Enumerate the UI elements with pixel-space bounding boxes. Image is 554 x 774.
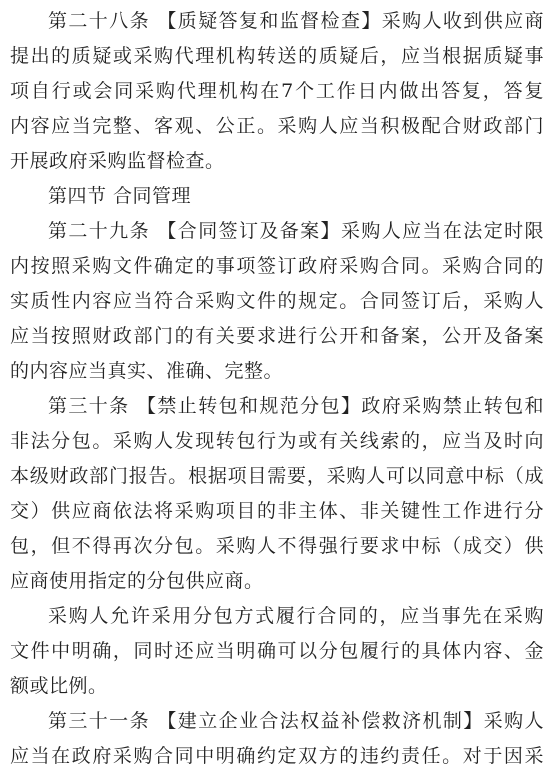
subcontract-paragraph-line-2: 文件中明确，同时还应当明确可以分包履行的具体内容、金 bbox=[10, 640, 544, 662]
article-30-line-4: 交）供应商依法将采购项目的非主体、非关键性工作进行分 bbox=[10, 500, 544, 522]
section-heading-contract-management: 第四节 合同管理 bbox=[48, 185, 192, 207]
article-30-line-1: 第三十条 【禁止转包和规范分包】政府采购禁止转包和 bbox=[48, 395, 544, 417]
article-31-line-1: 第三十一条 【建立企业合法权益补偿救济机制】采购人 bbox=[48, 710, 544, 732]
article-28-line-1: 第二十八条 【质疑答复和监督检查】采购人收到供应商 bbox=[48, 10, 544, 32]
article-28-line-5: 开展政府采购监督检查。 bbox=[10, 150, 225, 172]
subcontract-paragraph-line-1: 采购人允许采用分包方式履行合同的，应当事先在采购 bbox=[48, 605, 544, 627]
article-30-line-6: 应商使用指定的分包供应商。 bbox=[10, 570, 264, 592]
article-31-line-2: 应当在政府采购合同中明确约定双方的违约责任。对于因采 bbox=[10, 745, 544, 767]
article-30-line-5: 包，但不得再次分包。采购人不得强行要求中标（成交）供 bbox=[10, 535, 544, 557]
article-28-line-2: 提出的质疑或采购代理机构转送的质疑后，应当根据质疑事 bbox=[10, 45, 544, 67]
article-29-line-3: 实质性内容应当符合采购文件的规定。合同签订后，采购人 bbox=[10, 290, 544, 312]
article-29-line-5: 的内容应当真实、准确、完整。 bbox=[10, 360, 284, 382]
document-page bbox=[10, 0, 544, 774]
article-29-line-1: 第二十九条 【合同签订及备案】采购人应当在法定时限 bbox=[48, 220, 544, 242]
article-30-line-2: 非法分包。采购人发现转包行为或有关线索的，应当及时向 bbox=[10, 430, 544, 452]
article-29-line-4: 应当按照财政部门的有关要求进行公开和备案，公开及备案 bbox=[10, 325, 544, 347]
article-29-line-2: 内按照采购文件确定的事项签订政府采购合同。采购合同的 bbox=[10, 255, 544, 277]
article-30-line-3: 本级财政部门报告。根据项目需要，采购人可以同意中标（成 bbox=[10, 465, 544, 487]
article-28-line-3: 项自行或会同采购代理机构在7个工作日内做出答复，答复 bbox=[10, 80, 544, 102]
subcontract-paragraph-line-3: 额或比例。 bbox=[10, 675, 108, 697]
article-28-line-4: 内容应当完整、客观、公正。采购人应当积极配合财政部门 bbox=[10, 115, 544, 137]
